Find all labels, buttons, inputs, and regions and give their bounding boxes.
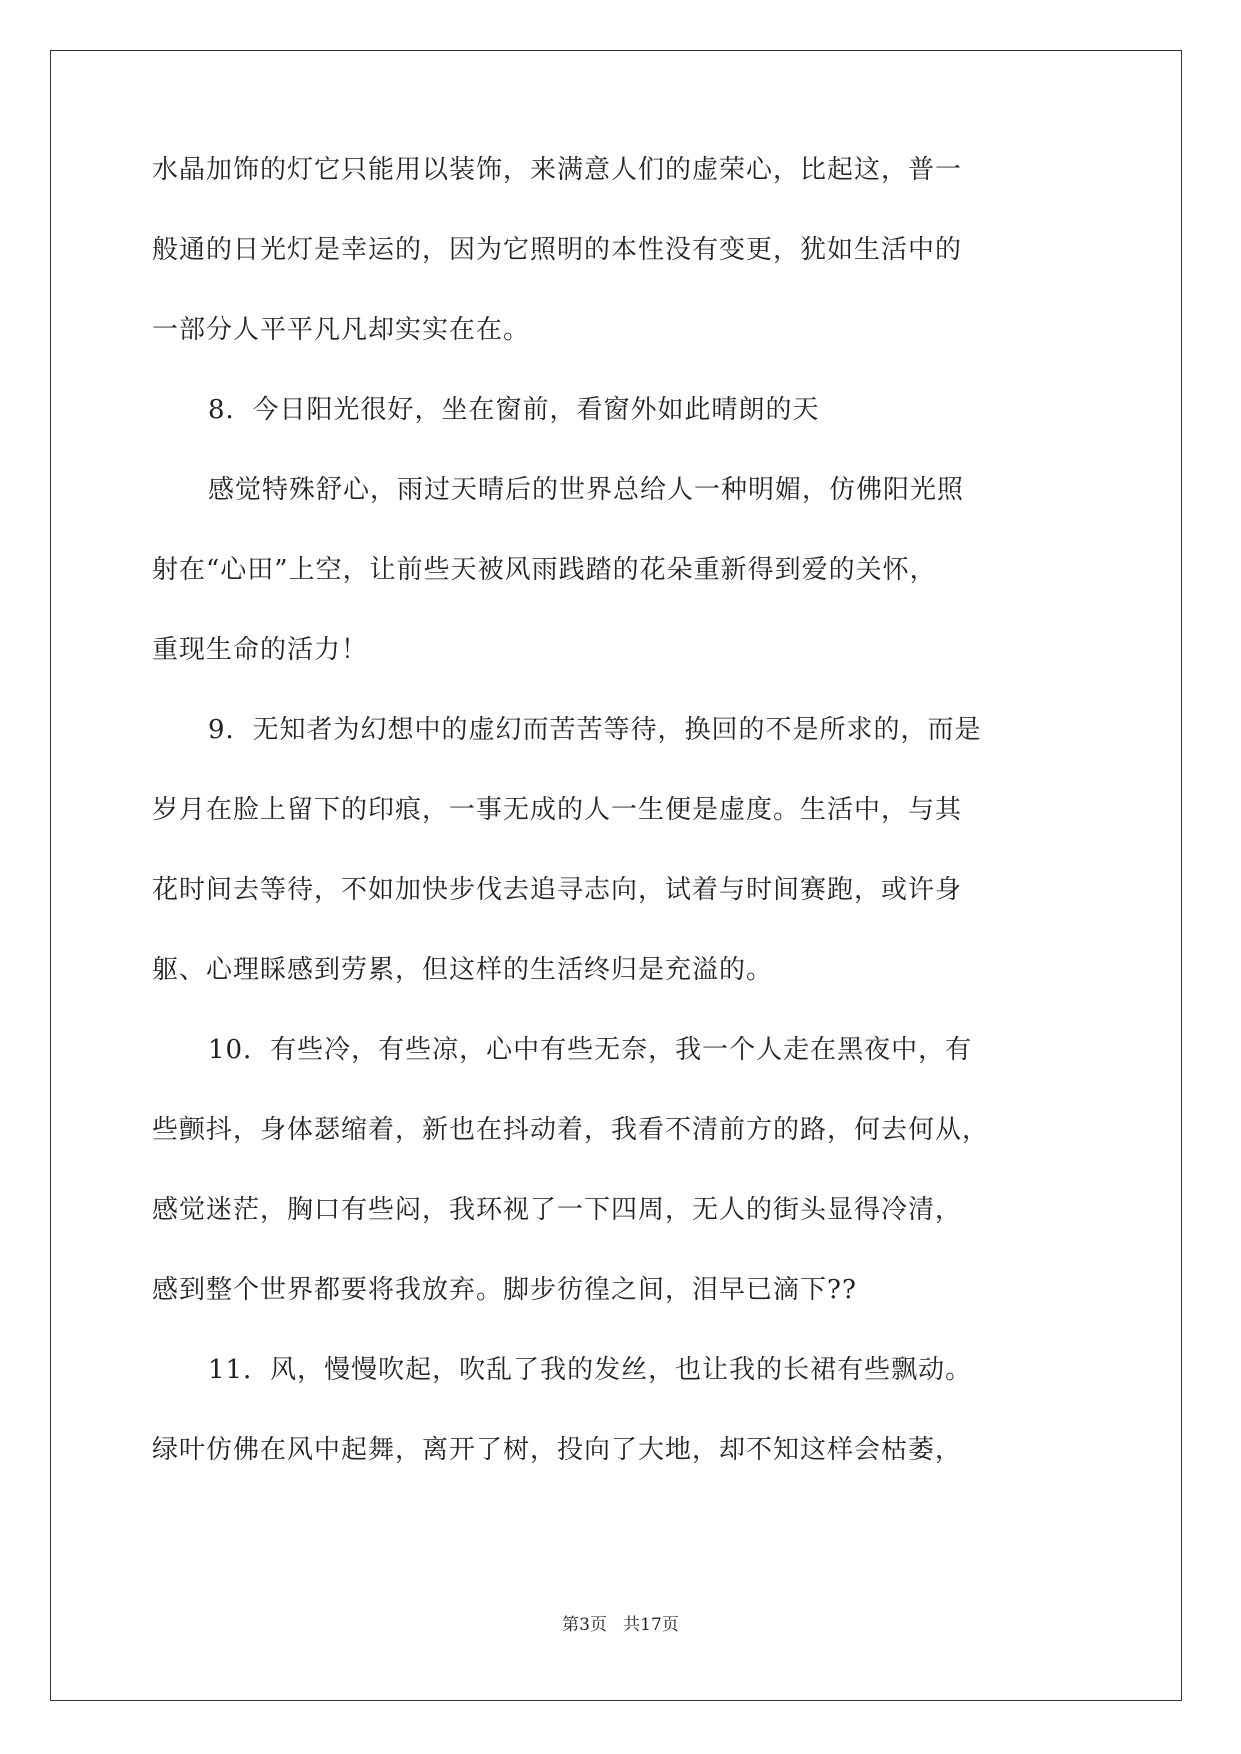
page-footer <box>0 1610 1241 1635</box>
text-line: 9．无知者为幻想中的虚幻而苦苦等待，换回的不是所求的，而是 <box>208 715 982 745</box>
text-line: 岁月在脸上留下的印痕，一事无成的人一生便是虚度。生活中，与其 <box>152 795 963 825</box>
text-line: 一部分人平平凡凡却实实在在。 <box>152 315 531 345</box>
text-line: 水晶加饰的灯它只能用以装饰，来满意人们的虚荣心，比起这，普一 <box>152 155 963 185</box>
text-line: 躯、心理睬感到劳累，但这样的生活终归是充溢的。 <box>152 955 774 985</box>
text-line: 般通的日光灯是幸运的，因为它照明的本性没有变更，犹如生活中的 <box>152 235 963 265</box>
text-line: 射在“心田”上空，让前些天被风雨践踏的花朵重新得到爱的关怀， <box>152 555 937 585</box>
text-line: 感觉特殊舒心，雨过天晴后的世界总给人一种明媚，仿佛阳光照 <box>208 475 965 505</box>
page-number: 第3页 共17页 <box>562 1615 679 1635</box>
text-line: 些颤抖，身体瑟缩着，新也在抖动着，我看不清前方的路，何去何从， <box>152 1115 990 1145</box>
text-line: 感觉迷茫，胸口有些闷，我环视了一下四周，无人的街头显得冷清， <box>152 1195 963 1225</box>
text-line: 11．风，慢慢吹起，吹乱了我的发丝，也让我的长裙有些飘动。 <box>208 1355 973 1385</box>
text-line: 重现生命的活力！ <box>152 635 369 665</box>
text-line: 10．有些冷，有些凉，心中有些无奈，我一个人走在黑夜中，有 <box>208 1035 973 1065</box>
text-line: 绿叶仿佛在风中起舞，离开了树，投向了大地，却不知这样会枯萎， <box>152 1435 963 1465</box>
text-line: 8．今日阳光很好，坐在窗前，看窗外如此晴朗的天 <box>208 395 820 425</box>
text-line: 感到整个世界都要将我放弃。脚步彷徨之间，泪早已滴下?? <box>152 1275 857 1305</box>
text-line: 花时间去等待，不如加快步伐去追寻志向，试着与时间赛跑，或许身 <box>152 875 963 905</box>
